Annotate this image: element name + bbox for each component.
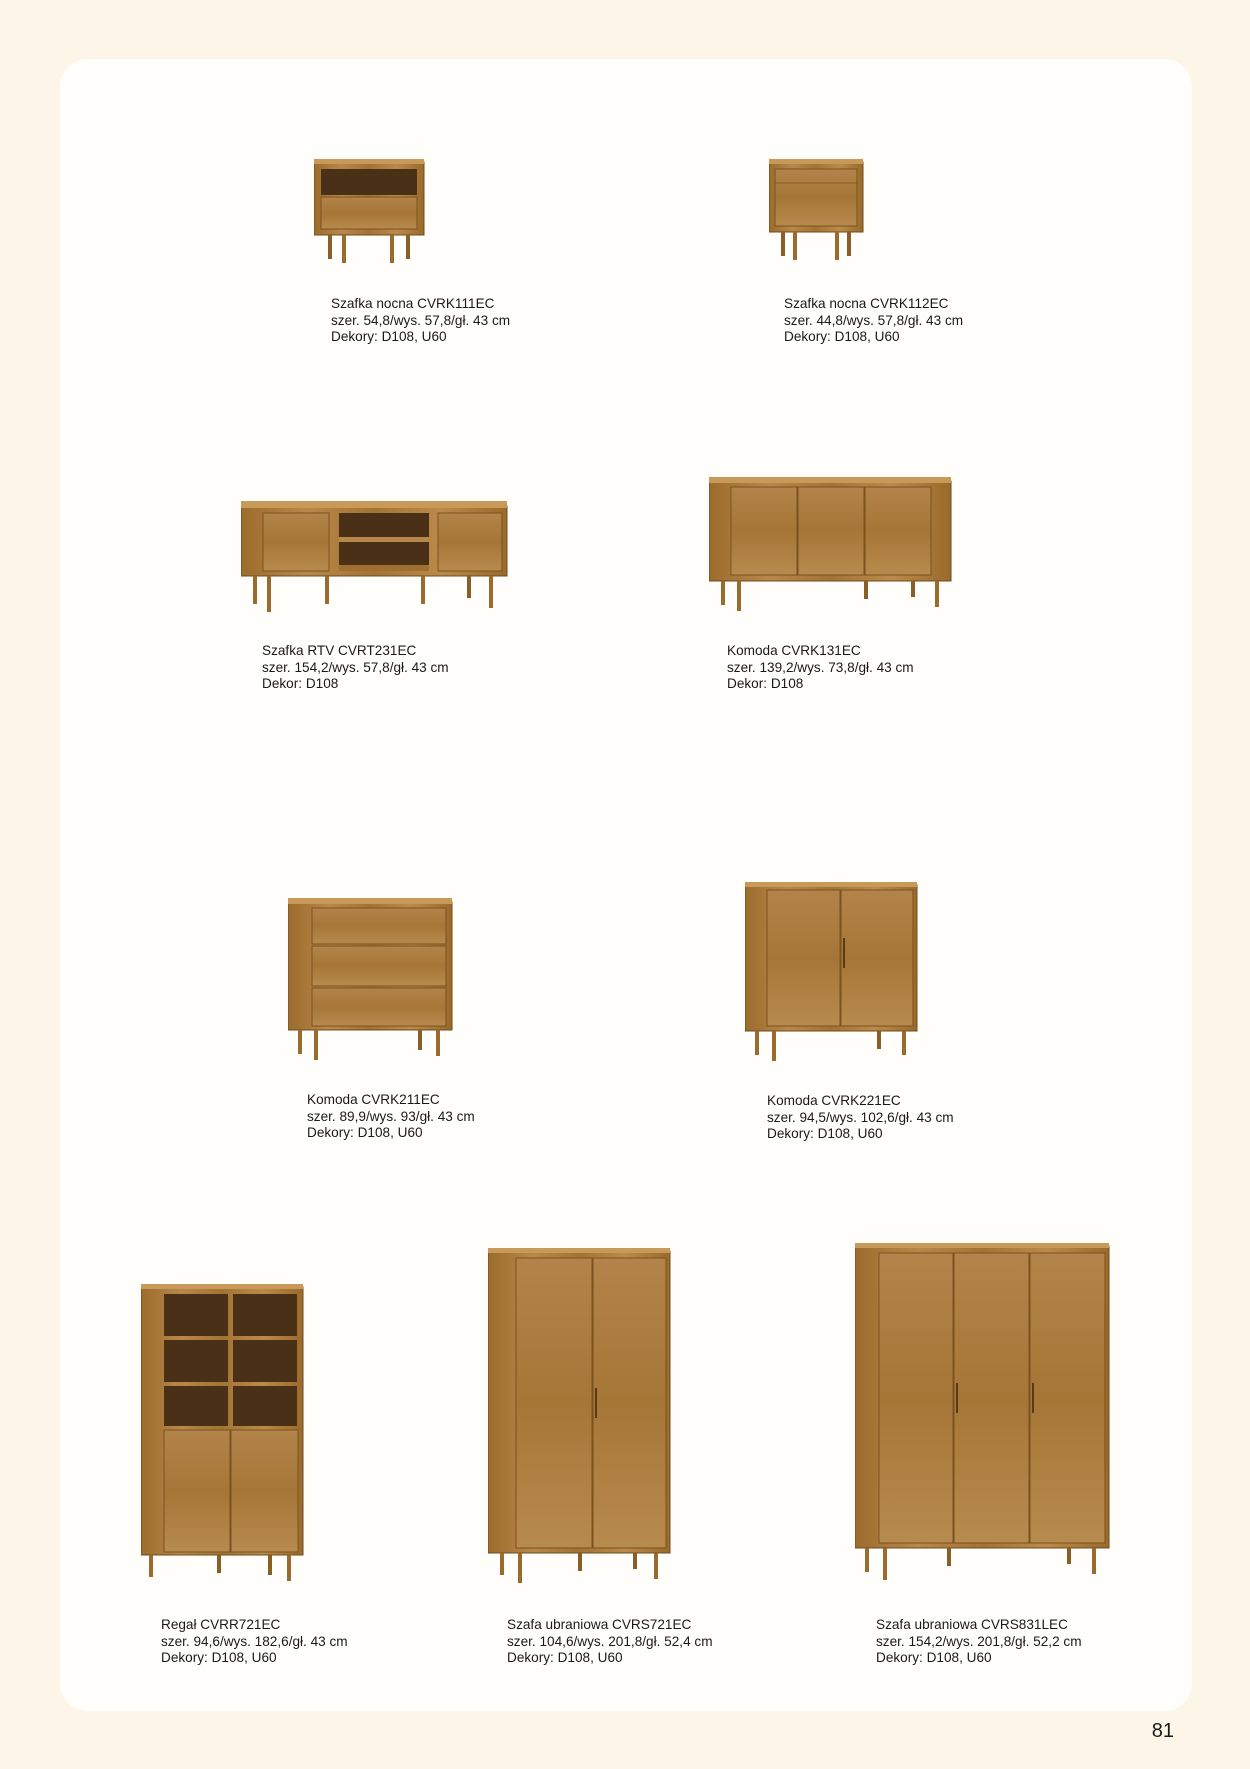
chest-of-drawers-illustration	[288, 898, 454, 1062]
page-number: 81	[1151, 1720, 1174, 1742]
product-decor: Dekor: D108	[727, 676, 804, 691]
product-caption	[876, 1617, 1082, 1667]
product-caption	[331, 296, 510, 346]
product-name: Regał CVRR721EC	[161, 1617, 281, 1632]
product-dimensions: szer. 154,2/wys. 57,8/gł. 43 cm	[262, 659, 449, 675]
product-name: Szafa ubraniowa CVRS831LEC	[876, 1617, 1068, 1632]
product-caption	[727, 643, 914, 693]
product-caption	[307, 1092, 475, 1142]
product-name: Komoda CVRK221EC	[767, 1093, 901, 1108]
product-decor: Dekory: D108, U60	[161, 1650, 277, 1665]
product-decor: Dekory: D108, U60	[767, 1126, 883, 1141]
product-name: Komoda CVRK131EC	[727, 643, 861, 658]
product-dimensions: szer. 94,6/wys. 182,6/gł. 43 cm	[161, 1633, 348, 1649]
product-dimensions: szer. 154,2/wys. 201,8/gł. 52,2 cm	[876, 1633, 1082, 1649]
product-name: Komoda CVRK211EC	[307, 1092, 440, 1107]
product-name: Szafa ubraniowa CVRS721EC	[507, 1617, 692, 1632]
product-decor: Dekory: D108, U60	[876, 1650, 992, 1665]
product-name: Szafka nocna CVRK112EC	[784, 296, 949, 311]
nightstand-open-shelf-illustration	[314, 159, 426, 267]
tv-cabinet-illustration	[241, 501, 509, 615]
product-caption	[784, 296, 963, 346]
product-dimensions: szer. 54,8/wys. 57,8/gł. 43 cm	[331, 312, 511, 328]
wardrobe-two-door-illustration	[488, 1248, 672, 1586]
product-dimensions: szer. 94,5/wys. 102,6/gł. 43 cm	[767, 1109, 954, 1125]
product-decor: Dekor: D108	[262, 676, 339, 691]
product-dimensions: szer. 139,2/wys. 73,8/gł. 43 cm	[727, 659, 914, 675]
product-decor: Dekory: D108, U60	[331, 329, 447, 344]
two-door-cabinet-illustration	[745, 882, 919, 1062]
product-dimensions: szer. 44,8/wys. 57,8/gł. 43 cm	[784, 312, 964, 328]
product-decor: Dekory: D108, U60	[307, 1125, 423, 1140]
product-caption	[161, 1617, 348, 1667]
product-dimensions: szer. 104,6/wys. 201,8/gł. 52,4 cm	[507, 1633, 713, 1649]
product-dimensions: szer. 89,9/wys. 93/gł. 43 cm	[307, 1108, 475, 1124]
bookcase-illustration	[141, 1284, 305, 1584]
nightstand-drawer-illustration	[769, 159, 865, 267]
wardrobe-three-door-illustration	[855, 1243, 1111, 1585]
product-name: Szafka nocna CVRK111EC	[331, 296, 495, 311]
product-decor: Dekory: D108, U60	[507, 1650, 623, 1665]
product-name: Szafka RTV CVRT231EC	[262, 643, 417, 658]
sideboard-three-door-illustration	[709, 477, 953, 613]
product-caption	[262, 643, 449, 693]
product-caption	[507, 1617, 713, 1667]
product-decor: Dekory: D108, U60	[784, 329, 900, 344]
product-caption	[767, 1093, 954, 1143]
